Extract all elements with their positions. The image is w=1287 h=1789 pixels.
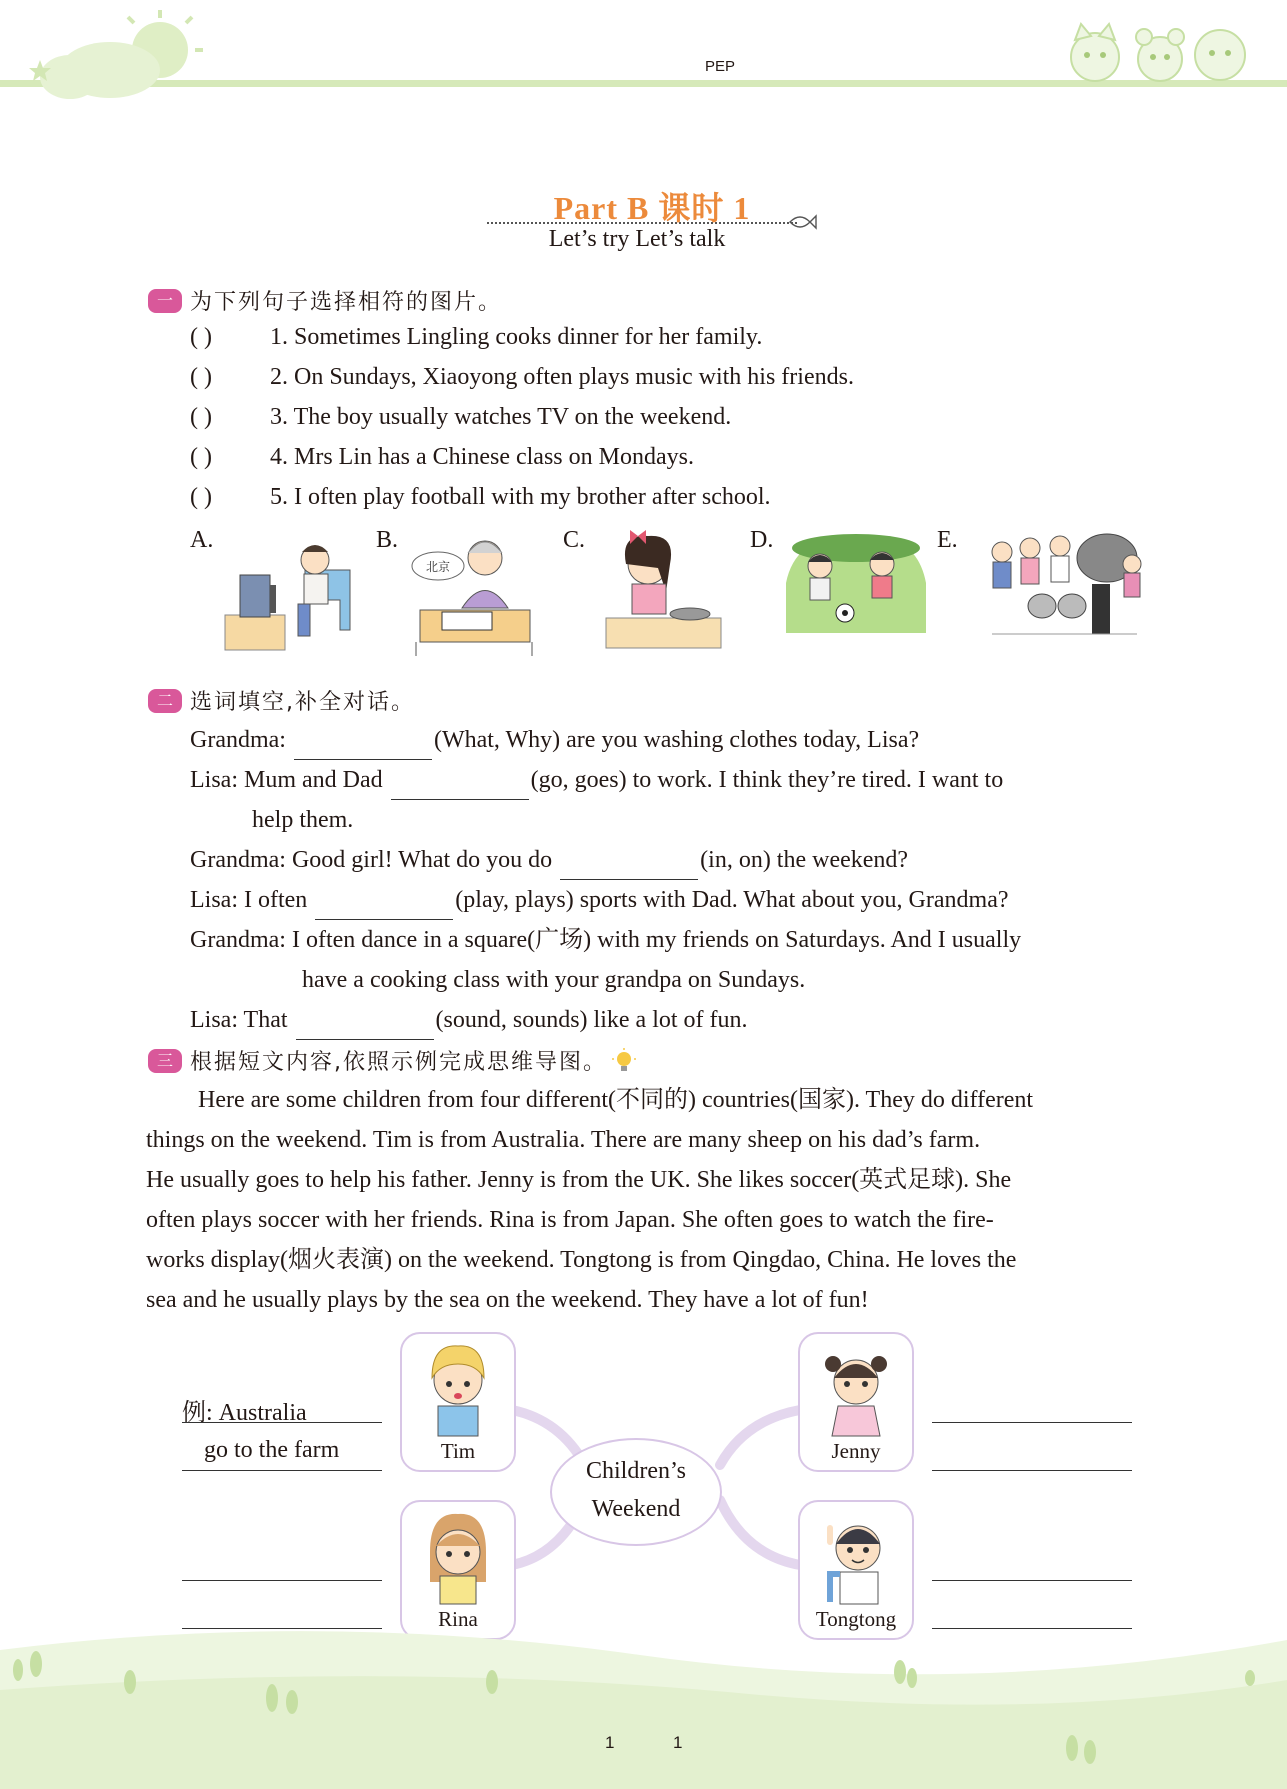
page-subtitle: Let’s try Let’s talk (548, 226, 726, 252)
jenny-answer-line[interactable] (932, 1470, 1132, 1471)
rina-answer-line[interactable] (182, 1580, 382, 1581)
section-3-heading (148, 1045, 637, 1076)
passage-line: works display(烟火表演) on the weekend. Tongtong is from Qingdao, China. He loves the (146, 1247, 1017, 1273)
section-2-badge: 二 (148, 689, 182, 713)
fill-blank[interactable] (294, 733, 432, 760)
dialogue-prefix: Lisa: That (190, 1007, 294, 1033)
question-item (190, 324, 1090, 364)
fill-blank[interactable] (560, 853, 698, 880)
child-card-rina (400, 1500, 516, 1640)
option-d-football-picture (782, 528, 932, 638)
fill-blank[interactable] (296, 1013, 434, 1040)
question-text: 2. On Sundays, Xiaoyong often plays music with his friends. (270, 364, 854, 390)
option-e-band-picture (982, 528, 1147, 640)
question-text: 1. Sometimes Lingling cooks dinner for her family. (270, 324, 763, 350)
question-list (190, 324, 1090, 524)
dialogue-suffix: (sound, sounds) like a lot of fun. (435, 1007, 748, 1033)
dialogue-line (190, 1000, 1160, 1040)
tim-portrait (402, 1334, 514, 1439)
section-2-instruction: 选词填空,补全对话。 (190, 690, 415, 715)
jenny-portrait (800, 1334, 912, 1439)
child-card-jenny (798, 1332, 914, 1472)
fill-blank[interactable] (315, 893, 453, 920)
page-title: Part B 课时 1 (553, 190, 751, 226)
jenny-answer-line[interactable] (932, 1422, 1132, 1423)
passage-line: Here are some children from four different(不同的) countries(国家). They do different (198, 1087, 1034, 1113)
answer-line (182, 1470, 382, 1471)
fill-blank[interactable] (391, 773, 529, 800)
center-line-2: Weekend (591, 1496, 681, 1522)
dialogue-line (190, 840, 1160, 880)
dialogue-line-continued: help them. (252, 807, 354, 833)
section-2-heading (148, 685, 415, 716)
option-a-tv-picture (220, 530, 360, 655)
child-card-tim (400, 1332, 516, 1472)
dialogue-suffix: (What, Why) are you washing clothes today, Lisa? (433, 727, 920, 753)
fish-icon (788, 212, 818, 232)
dialogue-suffix: (go, goes) to work. I think they’re tired. I want to (530, 767, 1004, 793)
dialogue-suffix: (in, on) the weekend? (700, 847, 909, 873)
child-name: Rina (438, 1607, 478, 1631)
option-c-label: C. (563, 527, 586, 553)
option-a-label: A. (190, 527, 214, 553)
passage-line: often plays soccer with her friends. Rina is from Japan. She often goes to watch the fire- (146, 1207, 994, 1233)
dialogue (190, 720, 1160, 1040)
child-name: Tim (440, 1439, 476, 1463)
dialogue-line: Grandma: I often dance in a square(广场) with my friends on Saturdays. And I usually (190, 927, 1022, 953)
hills-decoration (0, 1620, 1287, 1789)
tongtong-portrait (800, 1502, 912, 1607)
dialogue-suffix: (play, plays) sports with Dad. What about you, Grandma? (455, 887, 1009, 913)
passage-line: sea and he usually plays by the sea on the weekend. They have a lot of fun! (146, 1287, 869, 1313)
rina-portrait (402, 1502, 514, 1607)
answer-line (182, 1422, 382, 1423)
option-d-label: D. (750, 527, 774, 553)
question-item (190, 444, 1090, 484)
example-answer-country: 例: Australia (182, 1400, 307, 1426)
section-3-badge: 三 (148, 1049, 182, 1073)
option-e-label: E. (937, 527, 958, 553)
answer-paren[interactable]: ( ) (190, 324, 212, 350)
reading-passage (146, 1080, 1156, 1320)
question-text: 3. The boy usually watches TV on the weekend. (270, 404, 732, 430)
animal-heads-decoration (1060, 15, 1255, 85)
dialogue-line (190, 720, 1160, 760)
dialogue-prefix: Grandma: Good girl! What do you do (190, 847, 559, 873)
child-name: Jenny (831, 1439, 881, 1463)
page-number-left: 1 (605, 1733, 615, 1752)
beijing-sign-text: 北京 (425, 560, 451, 574)
section-3-instruction: 根据短文内容,依照示例完成思维导图。 (190, 1050, 607, 1075)
page-number-right: 1 (673, 1733, 683, 1752)
question-item (190, 364, 1090, 404)
lightbulb-icon (611, 1048, 637, 1074)
answer-paren[interactable]: ( ) (190, 364, 212, 390)
answer-paren[interactable]: ( ) (190, 444, 212, 470)
center-line-1: Children’s (586, 1458, 686, 1484)
child-name: Tongtong (815, 1607, 897, 1631)
section-1-badge: 一 (148, 289, 182, 313)
section-1-heading (148, 285, 502, 316)
dialogue-line-continued: have a cooking class with your grandpa on Sundays. (302, 967, 806, 993)
title-dotted-rule (487, 222, 797, 224)
question-text: 5. I often play football with my brother after school. (270, 484, 771, 510)
question-item (190, 404, 1090, 444)
cloud-sun-decoration (10, 5, 210, 105)
answer-paren[interactable]: ( ) (190, 404, 212, 430)
mind-map-center (550, 1438, 722, 1546)
child-card-tongtong (798, 1500, 914, 1640)
passage-line: things on the weekend. Tim is from Australia. There are many sheep on his dad’s farm. (146, 1127, 981, 1153)
dialogue-prefix: Lisa: I often (190, 887, 314, 913)
series-tag: PEP (704, 58, 735, 75)
question-item (190, 484, 1090, 524)
dialogue-line (190, 760, 1160, 800)
question-text: 4. Mrs Lin has a Chinese class on Mondays. (270, 444, 694, 470)
passage-line: He usually goes to help his father. Jenny is from the UK. She likes soccer(英式足球). She (146, 1167, 1012, 1193)
option-c-cooking-picture (598, 528, 728, 653)
option-b-label: B. (376, 527, 399, 553)
answer-paren[interactable]: ( ) (190, 484, 212, 510)
dialogue-line (190, 880, 1160, 920)
section-1-instruction: 为下列句子选择相符的图片。 (190, 290, 503, 315)
dialogue-prefix: Grandma: (190, 727, 292, 753)
tongtong-answer-line[interactable] (932, 1580, 1132, 1581)
dialogue-prefix: Lisa: Mum and Dad (190, 767, 389, 793)
example-answer-activity: go to the farm (204, 1437, 340, 1463)
option-b-teacher-picture (410, 528, 535, 658)
